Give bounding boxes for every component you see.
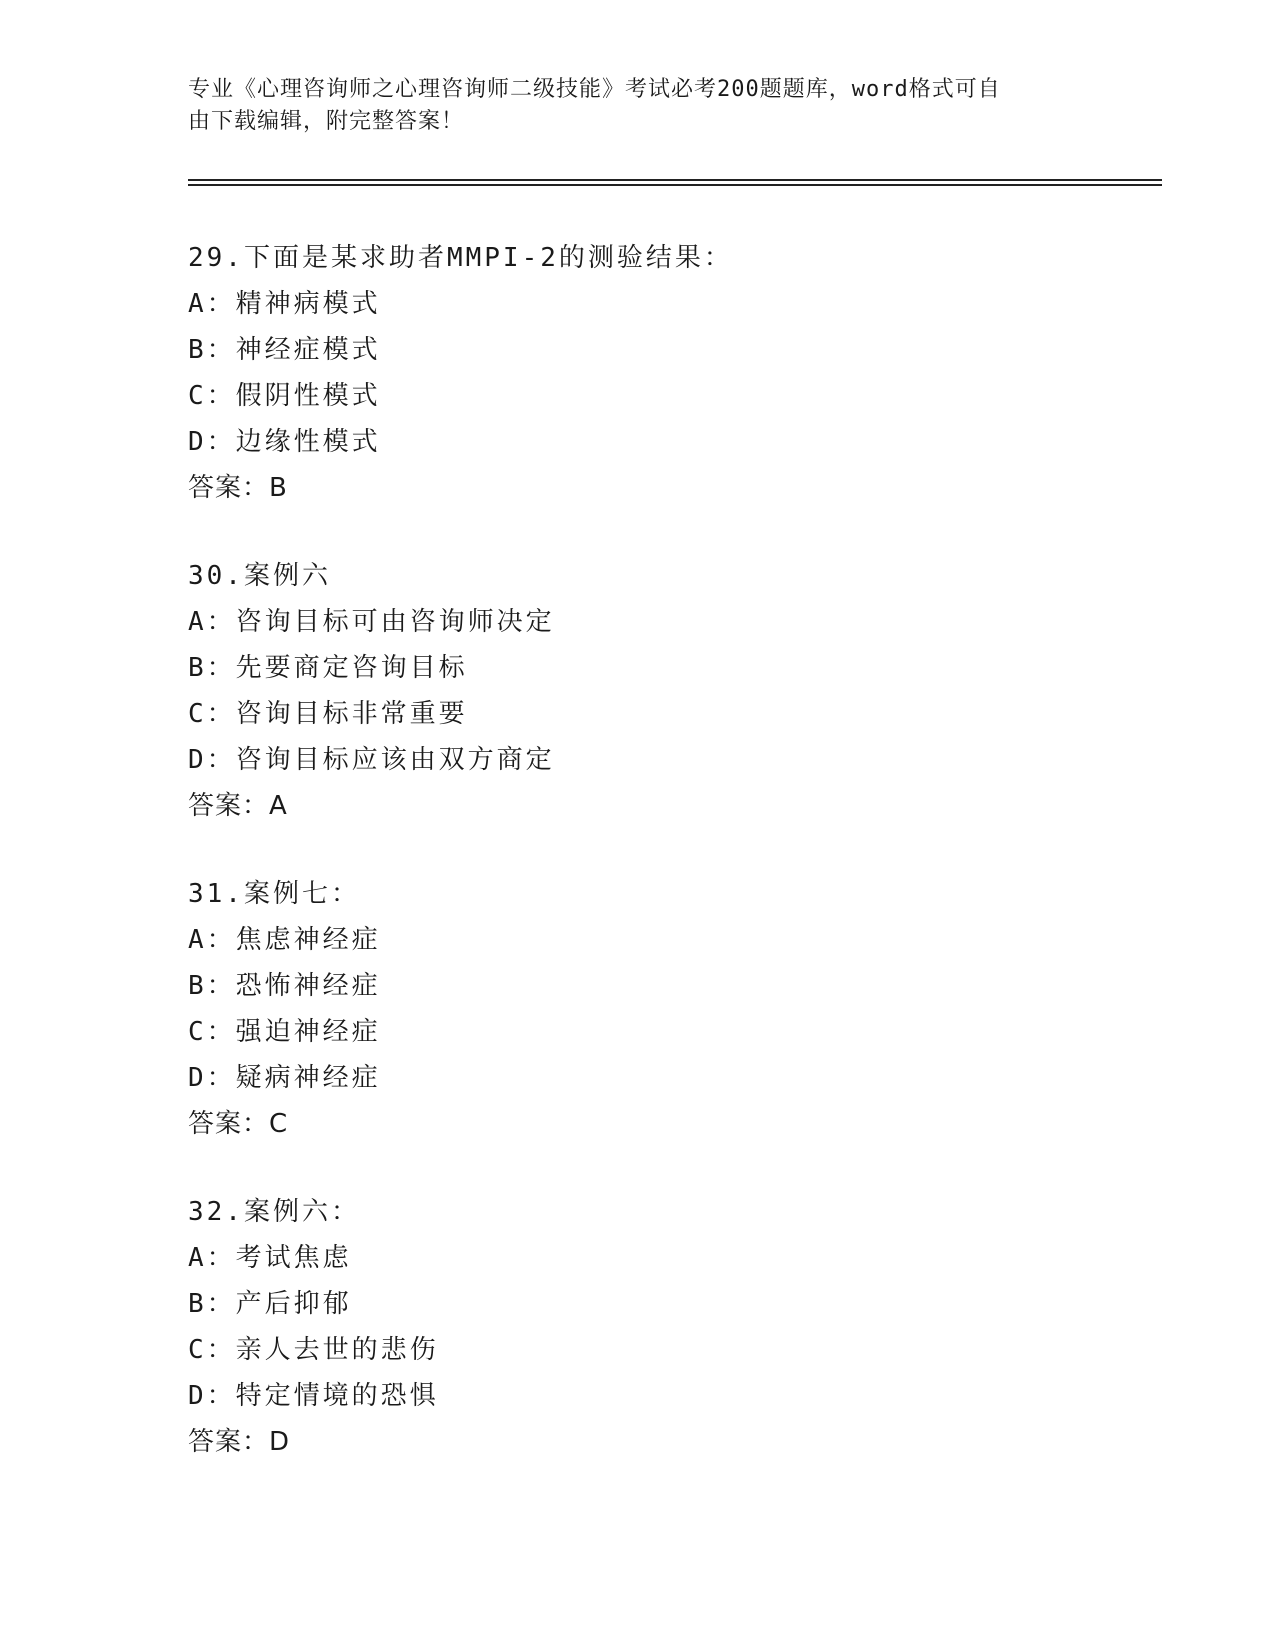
question-29 bbox=[188, 235, 1148, 511]
header-divider-top bbox=[188, 179, 1162, 181]
option-a: A：考试焦虑 bbox=[188, 1243, 352, 1273]
question-stem: 30.案例六 bbox=[188, 561, 331, 591]
header-line-1: 专业《心理咨询师之心理咨询师二级技能》考试必考200题题库，word格式可自 bbox=[188, 77, 1001, 102]
answer: 答案：D bbox=[188, 1427, 291, 1457]
header-divider-bottom bbox=[188, 184, 1162, 186]
option-d: D：边缘性模式 bbox=[188, 427, 381, 457]
answer: 答案：A bbox=[188, 791, 288, 821]
option-c: C：强迫神经症 bbox=[188, 1017, 381, 1047]
question-stem: 32.案例六： bbox=[188, 1197, 360, 1227]
question-31 bbox=[188, 871, 1148, 1147]
header-line-2: 由下载编辑，附完整答案！ bbox=[188, 109, 465, 134]
question-30 bbox=[188, 553, 1148, 829]
question-32 bbox=[188, 1189, 1148, 1465]
option-c: C：亲人去世的悲伤 bbox=[188, 1335, 439, 1365]
option-b: B：产后抑郁 bbox=[188, 1289, 352, 1319]
question-list bbox=[188, 235, 1148, 1507]
option-c: C：咨询目标非常重要 bbox=[188, 699, 468, 729]
answer: 答案：C bbox=[188, 1109, 289, 1139]
option-c: C：假阴性模式 bbox=[188, 381, 381, 411]
document-header bbox=[188, 74, 1068, 138]
option-d: D：特定情境的恐惧 bbox=[188, 1381, 439, 1411]
option-b: B：神经症模式 bbox=[188, 335, 381, 365]
option-d: D：疑病神经症 bbox=[188, 1063, 381, 1093]
answer: 答案：B bbox=[188, 473, 288, 503]
option-b: B：恐怖神经症 bbox=[188, 971, 381, 1001]
question-stem: 29.下面是某求助者MMPI-2的测验结果： bbox=[188, 243, 733, 273]
option-a: A：焦虑神经症 bbox=[188, 925, 381, 955]
question-stem: 31.案例七： bbox=[188, 879, 360, 909]
option-a: A：精神病模式 bbox=[188, 289, 381, 319]
option-d: D：咨询目标应该由双方商定 bbox=[188, 745, 555, 775]
option-a: A：咨询目标可由咨询师决定 bbox=[188, 607, 555, 637]
option-b: B：先要商定咨询目标 bbox=[188, 653, 468, 683]
